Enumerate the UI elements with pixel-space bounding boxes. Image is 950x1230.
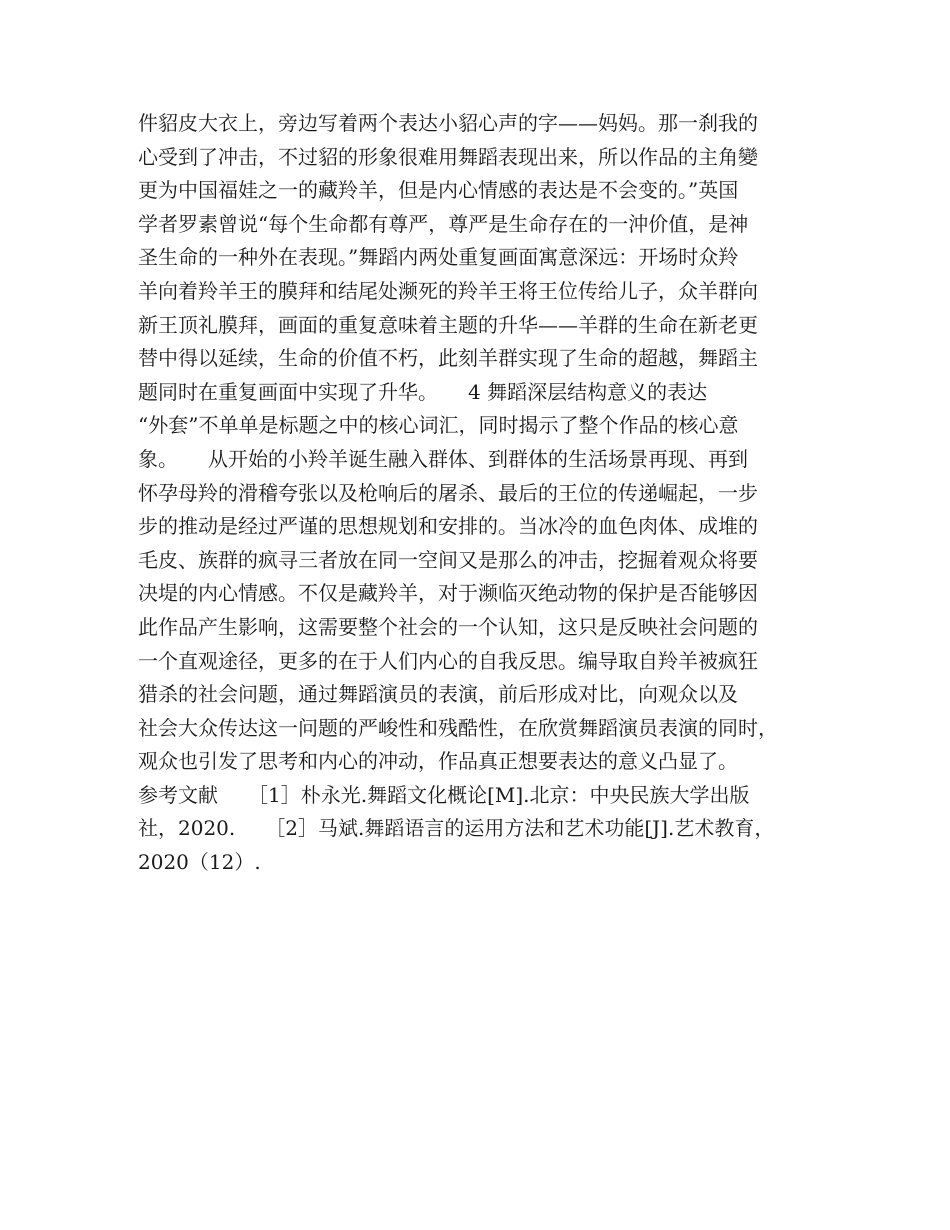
text-line: 替中得以延续，生命的价值不朽，此刻羊群实现了生命的超越，舞蹈主 [138, 346, 758, 371]
text-line: 毛皮、族群的疯寻三者放在同一空间又是那么的冲击，挖掘着观众将要 [138, 547, 758, 572]
text-line: 件貂皮大衣上，旁边写着两个表达小貂心声的字——妈妈。那一刹我的 [138, 111, 758, 135]
text-line: 社会大众传达这一问题的严峻性和残酷性，在欣赏舞蹈演员表演的同时， [138, 715, 778, 740]
body-text [138, 107, 838, 880]
text-line: 羊向着羚羊王的膜拜和结尾处濒死的羚羊王将王位传给儿子，众羊群向 [138, 278, 758, 303]
text-line: 步的推动是经过严谨的思想规划和安排的。当冰冷的血色肉体、成堆的 [138, 514, 758, 539]
text-line: 更为中国福娃之一的藏羚羊，但是内心情感的表达是不会变的。”英国 [138, 178, 739, 203]
text-line: 圣生命的一种外在表现。”舞蹈内两处重复画面寓意深远：开场时众羚 [138, 245, 739, 270]
text-line: 此作品产生影响，这需要整个社会的一个认知，这只是反映社会问题的 [138, 614, 758, 639]
text-line: 学者罗素曾说“每个生命都有尊严，尊严是生命存在的一沖价值，是神 [138, 211, 749, 236]
text-line: 猎杀的社会问题，通过舞蹈演员的表演，前后形成对比，向观众以及 [138, 682, 738, 707]
text-line: 参考文献 ［1］朴永光.舞蹈文化概论[M].北京：中央民族大学出版 [138, 782, 750, 807]
text-line: 一个直观途径，更多的在于人们内心的自我反思。编导取自羚羊被疯狂 [138, 648, 758, 673]
text-line: 社，2020. ［2］马斌.舞蹈语言的运用方法和艺术功能[J].艺术教育， [138, 816, 775, 841]
text-line: “外套”不单单是标题之中的核心词汇，同时揭示了整个作品的核心意 [138, 413, 739, 438]
text-line: 决堤的内心情感。不仅是藏羚羊，对于濒临灭绝动物的保护是否能够因 [138, 581, 758, 606]
text-line: 心受到了冲击，不过貂的形象很难用舞蹈表现出来，所以作品的主角變 [138, 144, 758, 169]
text-line: 2020（12）. [138, 850, 261, 875]
text-line: 题同时在重复画面中实现了升华。 4 舞蹈深层结构意义的表达 [138, 379, 708, 404]
text-line: 怀孕母羚的滑稽夸张以及枪响后的屠杀、最后的王位的传递崛起，一步 [138, 480, 758, 505]
text-line: 观众也引发了思考和内心的冲动，作品真正想要表达的意义凸显了。 [138, 749, 738, 774]
text-line: 新王顶礼膜拜，画面的重复意味着主题的升华——羊群的生命在新老更 [138, 312, 758, 337]
text-line: 象。 从开始的小羚羊诞生融入群体、到群体的生活场景再现、再到 [138, 446, 748, 471]
